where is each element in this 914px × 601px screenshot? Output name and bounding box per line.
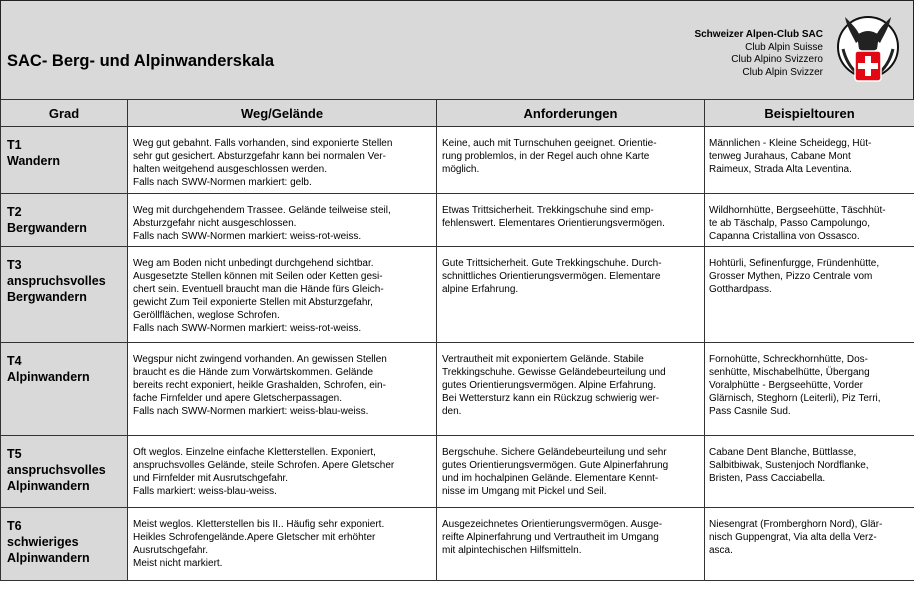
table-row (1, 127, 914, 194)
org-name-de: Schweizer Alpen-Club SAC (694, 29, 823, 40)
requirements-cell: Vertrautheit mit exponiertem Gelände. Stabile Trekkingschuhe. Gewisse Geländebeurteilung und gutes Orientierungsvermögen. Alpine Erfahrung. Bei Wettersturz kann ein Rückzug schwierig wer- den. (437, 343, 705, 436)
table-row (1, 194, 914, 247)
requirements-cell: Bergschuhe. Sichere Geländebeurteilung und sehr gutes Orientierungsvermögen. Gute Alpinerfahrung und im hochalpinen Gelände. Elementare Kennt- nisse im Umgang mit Pickel und Seil. (437, 436, 705, 508)
requirements-cell: Ausgezeichnetes Orientierungsvermögen. Ausge- reifte Alpinerfahrung und Vertrautheit im Umgang mit alpintechischen Hilfsmitteln. (437, 508, 705, 581)
terrain-cell: Weg gut gebahnt. Falls vorhanden, sind exponierte Stellen sehr gut gesichert. Absturzgefahr kann bei normalen Ver- halten weitgehend ausgeschlossen werden. Falls nach SWW-Normen markiert: gelb. (128, 127, 437, 194)
tours-cell: Cabane Dent Blanche, Büttlasse, Salbitbiwak, Sustenjoch Nordflanke, Bristen, Pass Cacciabella. (705, 436, 914, 508)
tours-cell: Niesengrat (Fromberghorn Nord), Glär- nisch Guppengrat, Via alta della Verz- asca. (705, 508, 914, 581)
page-header (0, 0, 914, 101)
tours-cell: Männlichen - Kleine Scheidegg, Hüt- tenweg Jurahaus, Cabane Mont Raimeux, Strada Alta Leventina. (705, 127, 914, 194)
requirements-cell: Gute Trittsicherheit. Gute Trekkingschuhe. Durch- schnittliches Orientierungsvermögen. Elementare alpine Erfahrung. (437, 247, 705, 343)
grade-cell: T2 Bergwandern (1, 194, 128, 247)
terrain-cell: Meist weglos. Kletterstellen bis II.. Häufig sehr exponiert. Heikles Schrofengelände.Apere Gletscher mit erhöhter Ausrutschgefahr. Meist nicht markiert. (128, 508, 437, 581)
org-name-rm: Club Alpin Svizzer (742, 66, 823, 78)
requirements-cell: Keine, auch mit Turnschuhen geeignet. Orientie- rung problemlos, in der Regel auch ohne Karte möglich. (437, 127, 705, 194)
hiking-scale-table (0, 99, 914, 581)
table-row (1, 247, 914, 343)
grade-cell: T3 anspruchsvolles Bergwandern (1, 247, 128, 343)
tours-cell: Hohtürli, Sefinenfurgge, Fründenhütte, Grosser Mythen, Pizzo Centrale vom Gotthardpass. (705, 247, 914, 343)
column-header-tours: Beispieltouren (705, 100, 914, 127)
tours-cell: Wildhornhütte, Bergseehütte, Täschhüt- te ab Täschalp, Passo Campolungo, Capanna Cristallina von Ossasco. (705, 194, 914, 247)
terrain-cell: Oft weglos. Einzelne einfache Kletterstellen. Exponiert, anspruchsvolles Gelände, steile Schrofen. Apere Gletscher und Firnfelder mit Ausrutschgefahr. Falls markiert: weiss-blau-weiss. (128, 436, 437, 508)
tours-cell: Fornohütte, Schreckhornhütte, Dos- senhütte, Mischabelhütte, Übergang Voralphütte - Bergseehütte, Vorder Glärnisch, Steghorn (Leiterli), Piz Terri, Pass Casnile Sud. (705, 343, 914, 436)
grade-cell: T4 Alpinwandern (1, 343, 128, 436)
grade-cell: T6 schwieriges Alpinwandern (1, 508, 128, 581)
sac-logo-icon (831, 5, 905, 93)
organization-name-block (694, 29, 823, 79)
table-row (1, 436, 914, 508)
table-row (1, 508, 914, 581)
terrain-cell: Weg am Boden nicht unbedingt durchgehend sichtbar. Ausgesetzte Stellen können mit Seilen oder Ketten gesi- chert sein. Eventuell braucht man die Hände fürs Gleich- gewicht Zum Teil exponierte Stellen mit Absturzgefahr, Geröllflächen, weglose Schrofen. Falls nach SWW-Normen markiert: weiss-rot-weiss. (128, 247, 437, 343)
table-row (1, 343, 914, 436)
column-header-grade: Grad (1, 100, 128, 127)
terrain-cell: Weg mit durchgehendem Trassee. Gelände teilweise steil, Absturzgefahr nicht ausgeschlossen. Falls nach SWW-Normen markiert: weiss-rot-weiss. (128, 194, 437, 247)
org-name-it: Club Alpino Svizzero (731, 54, 823, 65)
table-header-row (1, 100, 914, 127)
page-title: SAC- Berg- und Alpinwanderskala (7, 52, 275, 70)
column-header-terrain: Weg/Gelände (128, 100, 437, 127)
grade-cell: T5 anspruchsvolles Alpinwandern (1, 436, 128, 508)
org-name-fr: Club Alpin Suisse (745, 41, 823, 53)
requirements-cell: Etwas Trittsicherheit. Trekkingschuhe sind emp- fehlenswert. Elementares Orientierungsvermögen. (437, 194, 705, 247)
terrain-cell: Wegspur nicht zwingend vorhanden. An gewissen Stellen braucht es die Hände zum Vorwärtskommen. Gelände bereits recht exponiert, heikle Grashalden, Schrofen, ein- fache Firnfelder und apere Gletscherpassagen. Falls nach SWW-Normen markiert: weiss-blau-weiss. (128, 343, 437, 436)
column-header-requirements: Anforderungen (437, 100, 705, 127)
grade-cell: T1 Wandern (1, 127, 128, 194)
